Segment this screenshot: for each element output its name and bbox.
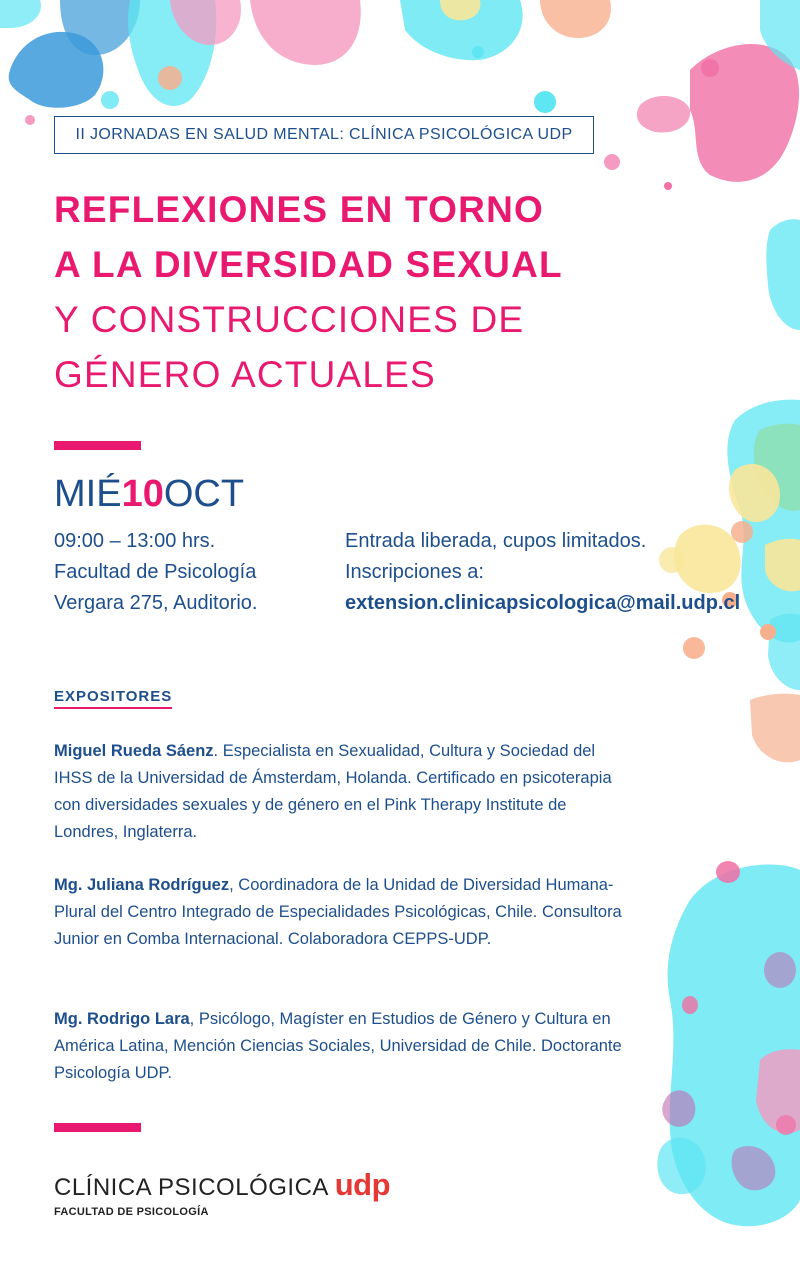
date-weekday: MIÉ bbox=[54, 473, 122, 515]
title-line-3: Y CONSTRUCCIONES DE bbox=[54, 299, 525, 340]
title-line-4: GÉNERO ACTUALES bbox=[54, 354, 436, 395]
divider-bar-top bbox=[54, 441, 141, 450]
clinic-logo bbox=[54, 1167, 391, 1218]
event-time: 09:00 – 13:00 hrs. bbox=[54, 530, 216, 552]
event-details-right bbox=[345, 526, 740, 619]
logo-clinic-name: CLÍNICA PSICOLÓGICA bbox=[54, 1174, 335, 1201]
speaker-name: Miguel Rueda Sáenz bbox=[54, 742, 214, 760]
event-title bbox=[54, 182, 563, 402]
event-place: Facultad de Psicología bbox=[54, 561, 257, 583]
title-line-2: A LA DIVERSIDAD SEXUAL bbox=[54, 244, 563, 285]
speaker-name: Mg. Rodrigo Lara bbox=[54, 1010, 190, 1028]
speaker-entry bbox=[54, 872, 634, 953]
speaker-bio: , Coordinadora de la Unidad de Diversidad Humana-Plural del Centro Integrado de Especialidades Psicológicas, Chile. Consultora Junior en Comba Internacional. Colaboradora CEPPS-UDP. bbox=[54, 876, 622, 948]
event-address: Vergara 275, Auditorio. bbox=[54, 592, 258, 614]
logo-faculty: FACULTAD DE PSICOLOGÍA bbox=[54, 1206, 209, 1218]
signup-email[interactable]: extension.clinicapsicologica@mail.udp.cl bbox=[345, 592, 741, 614]
logo-udp-brand: udp bbox=[334, 1167, 391, 1202]
event-date bbox=[54, 470, 244, 518]
speaker-entry bbox=[54, 1006, 634, 1087]
logo-main bbox=[54, 1167, 391, 1203]
title-line-1: REFLEXIONES EN TORNO bbox=[54, 189, 544, 230]
event-series-label: II JORNADAS EN SALUD MENTAL: CLÍNICA PSICOLÓGICA UDP bbox=[75, 126, 573, 143]
date-day: 10 bbox=[121, 473, 164, 515]
event-details-left bbox=[54, 526, 257, 619]
speaker-entry bbox=[54, 738, 634, 846]
speakers-heading: EXPOSITORES bbox=[54, 688, 172, 709]
speaker-bio: . Especialista en Sexualidad, Cultura y Sociedad del IHSS de la Universidad de Ámsterdam, Holanda. Certificado en psicoterapia con diversidades sexuales y de género en el Pink Therapy Institute de Londres, Inglaterra. bbox=[54, 742, 612, 841]
divider-bar-bottom bbox=[54, 1123, 141, 1132]
signup-label: Inscripciones a: bbox=[345, 561, 484, 583]
speaker-bio: , Psicólogo, Magíster en Estudios de Género y Cultura en América Latina, Mención Ciencias Sociales, Universidad de Chile. Doctorante Psicología UDP. bbox=[54, 1010, 622, 1082]
date-month: OCT bbox=[163, 473, 245, 515]
speaker-name: Mg. Juliana Rodríguez bbox=[54, 876, 230, 894]
entry-info: Entrada liberada, cupos limitados. bbox=[345, 530, 647, 552]
event-series-box bbox=[54, 116, 594, 154]
